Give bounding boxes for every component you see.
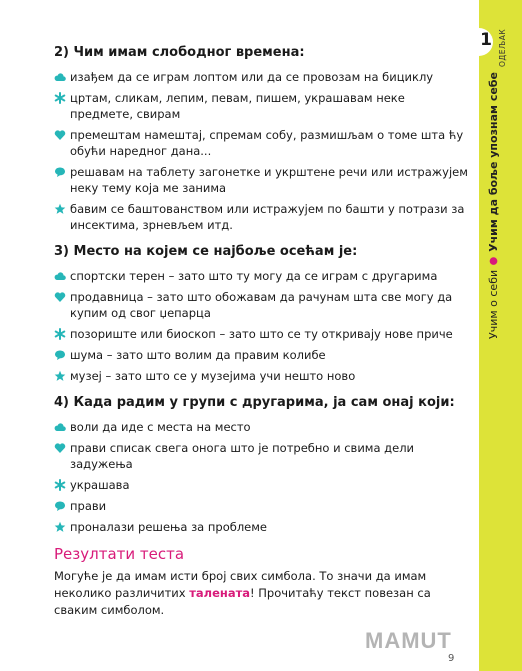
bullet-dot-icon: ● bbox=[488, 255, 499, 267]
list-item: изађем да се играм лоптом или да се провозам на бициклу bbox=[54, 69, 469, 85]
list-item: цртам, сликам, лепим, певам, пишем, украшавам неке предмете, свирам bbox=[54, 90, 469, 122]
question-heading: 4) Када радим у групи с другарима, ја сам онај који: bbox=[54, 395, 455, 410]
question-section-4 bbox=[54, 394, 469, 535]
answer-list bbox=[54, 268, 469, 384]
cloud-icon bbox=[54, 270, 66, 282]
heart-icon bbox=[54, 442, 66, 454]
list-item: позориште или биоскоп – зато што се ту откривају нове приче bbox=[54, 326, 469, 342]
question-section-2 bbox=[54, 44, 469, 233]
cloud-icon bbox=[54, 71, 66, 83]
star-icon bbox=[54, 203, 66, 215]
star-icon bbox=[54, 521, 66, 533]
list-item: бавим се баштованством или истражујем по башти у потрази за инсектима, зрневљем итд. bbox=[54, 201, 469, 233]
list-item: премештам намештај, спремам собу, размишљам о томе шта ћу обући наредног дана... bbox=[54, 127, 469, 159]
speech-bubble-icon bbox=[54, 166, 66, 178]
speech-bubble-icon bbox=[54, 500, 66, 512]
list-item: решавам на таблету загонетке и укрштене речи или истражујем неку тему која ме занима bbox=[54, 164, 469, 196]
cloud-icon bbox=[54, 421, 66, 433]
list-item: прави списак свега онога што је потребно и свима дели задужења bbox=[54, 440, 469, 472]
list-item: прави bbox=[54, 498, 469, 514]
star-icon bbox=[54, 370, 66, 382]
results-title: Резултати теста bbox=[54, 545, 185, 563]
heart-icon bbox=[54, 129, 66, 141]
question-heading: 2) Чим имам слободног времена: bbox=[54, 45, 305, 60]
list-item: продавница – зато што обожавам да рачунам шта све могу да купим од свог џепарца bbox=[54, 289, 469, 321]
chapter-number: 1 bbox=[480, 30, 492, 50]
speech-bubble-icon bbox=[54, 349, 66, 361]
section-label: ОДЕЉАК bbox=[498, 28, 507, 68]
list-item: музеј – зато што се у музејима учи нешто ново bbox=[54, 368, 469, 384]
list-item: проналази решења за проблеме bbox=[54, 519, 469, 535]
question-heading: 3) Место на којем се најбоље осећам је: bbox=[54, 244, 358, 259]
list-item: воли да иде с места на место bbox=[54, 419, 469, 435]
asterisk-icon bbox=[54, 328, 66, 340]
watermark-logo: MAMUT bbox=[365, 628, 452, 653]
list-item: шума – зато што волим да правим колибе bbox=[54, 347, 469, 363]
results-text: Могуће је да имам исти број свих симбола. То значи да имам неколико различитих талената! Прочитаћу текст повезан са сваким симболом. bbox=[54, 569, 431, 617]
chapter-title-part1: Учим о себи bbox=[487, 269, 500, 339]
chapter-title-part2: Учим да боље упознам себе bbox=[487, 72, 500, 252]
list-item: спортски терен – зато што ту могу да се играм с другарима bbox=[54, 268, 469, 284]
chapter-title bbox=[487, 72, 515, 342]
question-section-3 bbox=[54, 243, 469, 384]
list-item: украшава bbox=[54, 477, 469, 493]
talents-highlight: талената bbox=[189, 586, 251, 600]
heart-icon bbox=[54, 291, 66, 303]
answer-list bbox=[54, 69, 469, 233]
asterisk-icon bbox=[54, 479, 66, 491]
page-number: 9 bbox=[448, 653, 455, 664]
answer-list bbox=[54, 419, 469, 535]
asterisk-icon bbox=[54, 92, 66, 104]
page-content bbox=[54, 44, 469, 619]
